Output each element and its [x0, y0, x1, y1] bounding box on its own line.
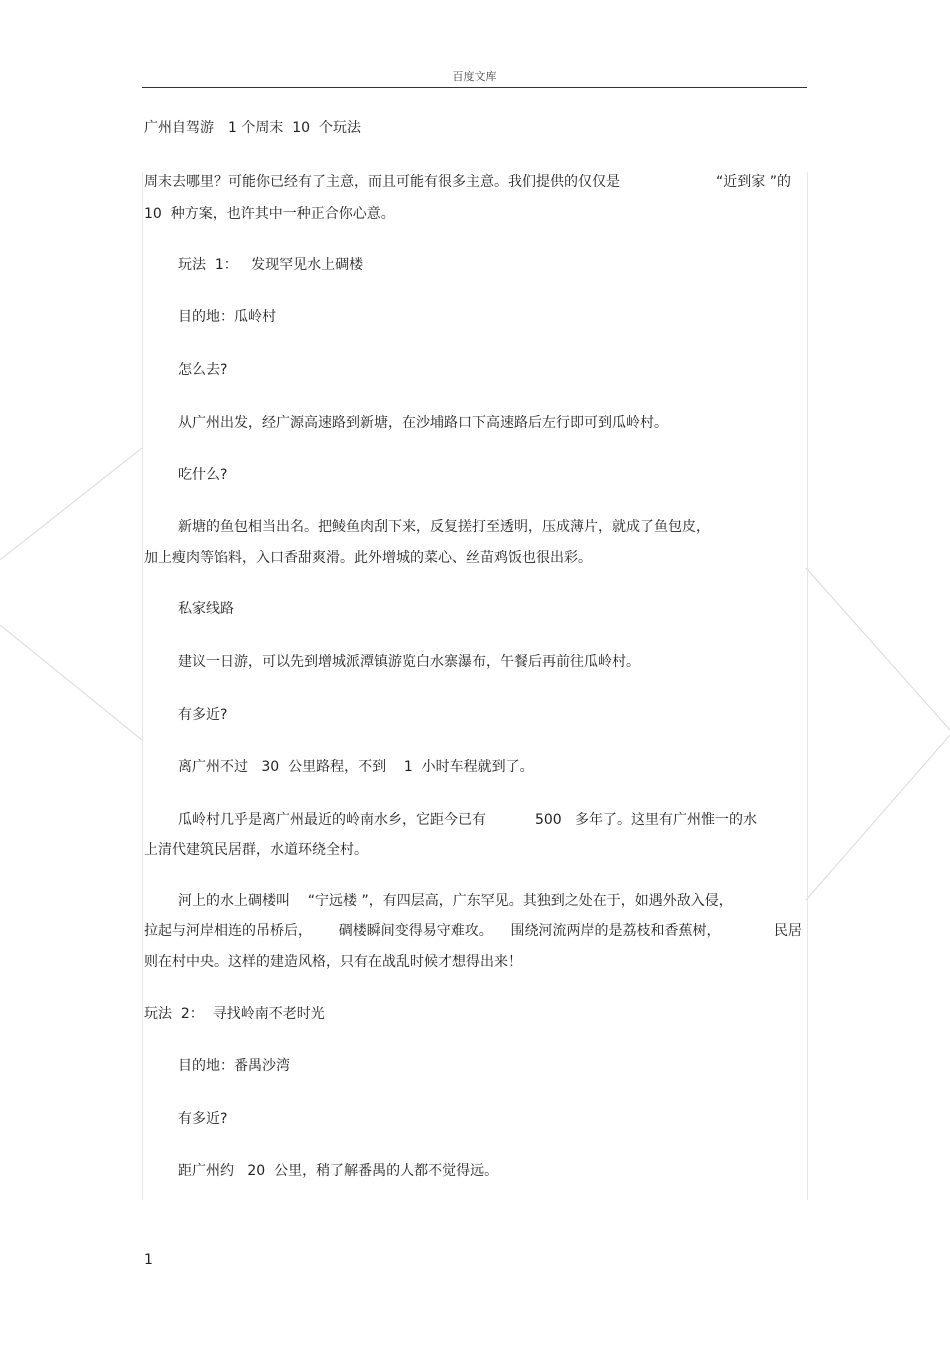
document-title: 广州自驾游 1 个周末 10 个玩法: [144, 120, 361, 136]
play2-near-question: 有多近?: [178, 1111, 228, 1127]
page-header: [142, 60, 807, 88]
play1-heading: 玩法 1： 发现罕见水上碉楼: [178, 257, 364, 273]
play1-eat-answer-1: 新塘的鱼包相当出名。把鲮鱼肉刮下来，反复搓打至透明，压成薄片，就成了鱼包皮，: [178, 519, 710, 535]
play1-tower-3: 则在村中央。这样的建造风格，只有在战乱时候才想得出来！: [144, 954, 522, 970]
page-number: 1: [144, 1252, 153, 1268]
play1-destination: 目的地：瓜岭村: [178, 309, 276, 325]
play1-tower-1: 河上的水上碉楼叫 “宁远楼 ”，有四层高，广东罕见。其独到之处在于，如遇外敌入侵，: [178, 893, 733, 909]
play2-heading: 玩法 2： 寻找岭南不老时光: [144, 1006, 325, 1022]
header-title: 百度文库: [452, 70, 497, 83]
play1-tower-2-end: 民居: [774, 923, 802, 939]
play1-eat-question: 吃什么?: [178, 467, 228, 483]
intro-line-2: 10 种方案，也许其中一种正合你心意。: [144, 206, 395, 222]
play1-tower-2: 拉起与河岸相连的吊桥后， 碉楼瞬间变得易守难攻。 围绕河流两岸的是荔枝和香蕉树，: [144, 923, 721, 939]
content-frame: [142, 172, 808, 1200]
intro-line-1: 周末去哪里？可能你已经有了主意，而且可能有很多主意。我们提供的仅仅是: [144, 174, 620, 190]
intro-line-1-quote: “近到家 ”的: [716, 174, 791, 190]
play1-village-2: 上清代建筑民居群，水道环绕全村。: [144, 842, 368, 858]
play1-eat-answer-2: 加上瘦肉等馅料，入口香甜爽滑。此外增城的菜心、丝苗鸡饭也很出彩。: [144, 550, 592, 566]
play1-how-answer: 从广州出发，经广源高速路到新塘，在沙埔路口下高速路后左行即可到瓜岭村。: [178, 415, 668, 431]
play1-route-question: 私家线路: [178, 601, 234, 617]
play1-village-1: 瓜岭村几乎是离广州最近的岭南水乡，它距今已有 500 多年了。这里有广州惟一的水: [178, 812, 758, 828]
play1-how-question: 怎么去?: [178, 362, 228, 378]
play2-destination: 目的地：番禺沙湾: [178, 1058, 290, 1074]
play1-near-answer: 离广州不过 30 公里路程，不到 1 小时车程就到了。: [178, 759, 534, 775]
play2-near-answer: 距广州约 20 公里，稍了解番禺的人都不觉得远。: [178, 1163, 499, 1179]
play1-near-question: 有多近?: [178, 707, 228, 723]
play1-route-answer: 建议一日游，可以先到增城派潭镇游览白水寨瀑布，午餐后再前往瓜岭村。: [178, 654, 640, 670]
